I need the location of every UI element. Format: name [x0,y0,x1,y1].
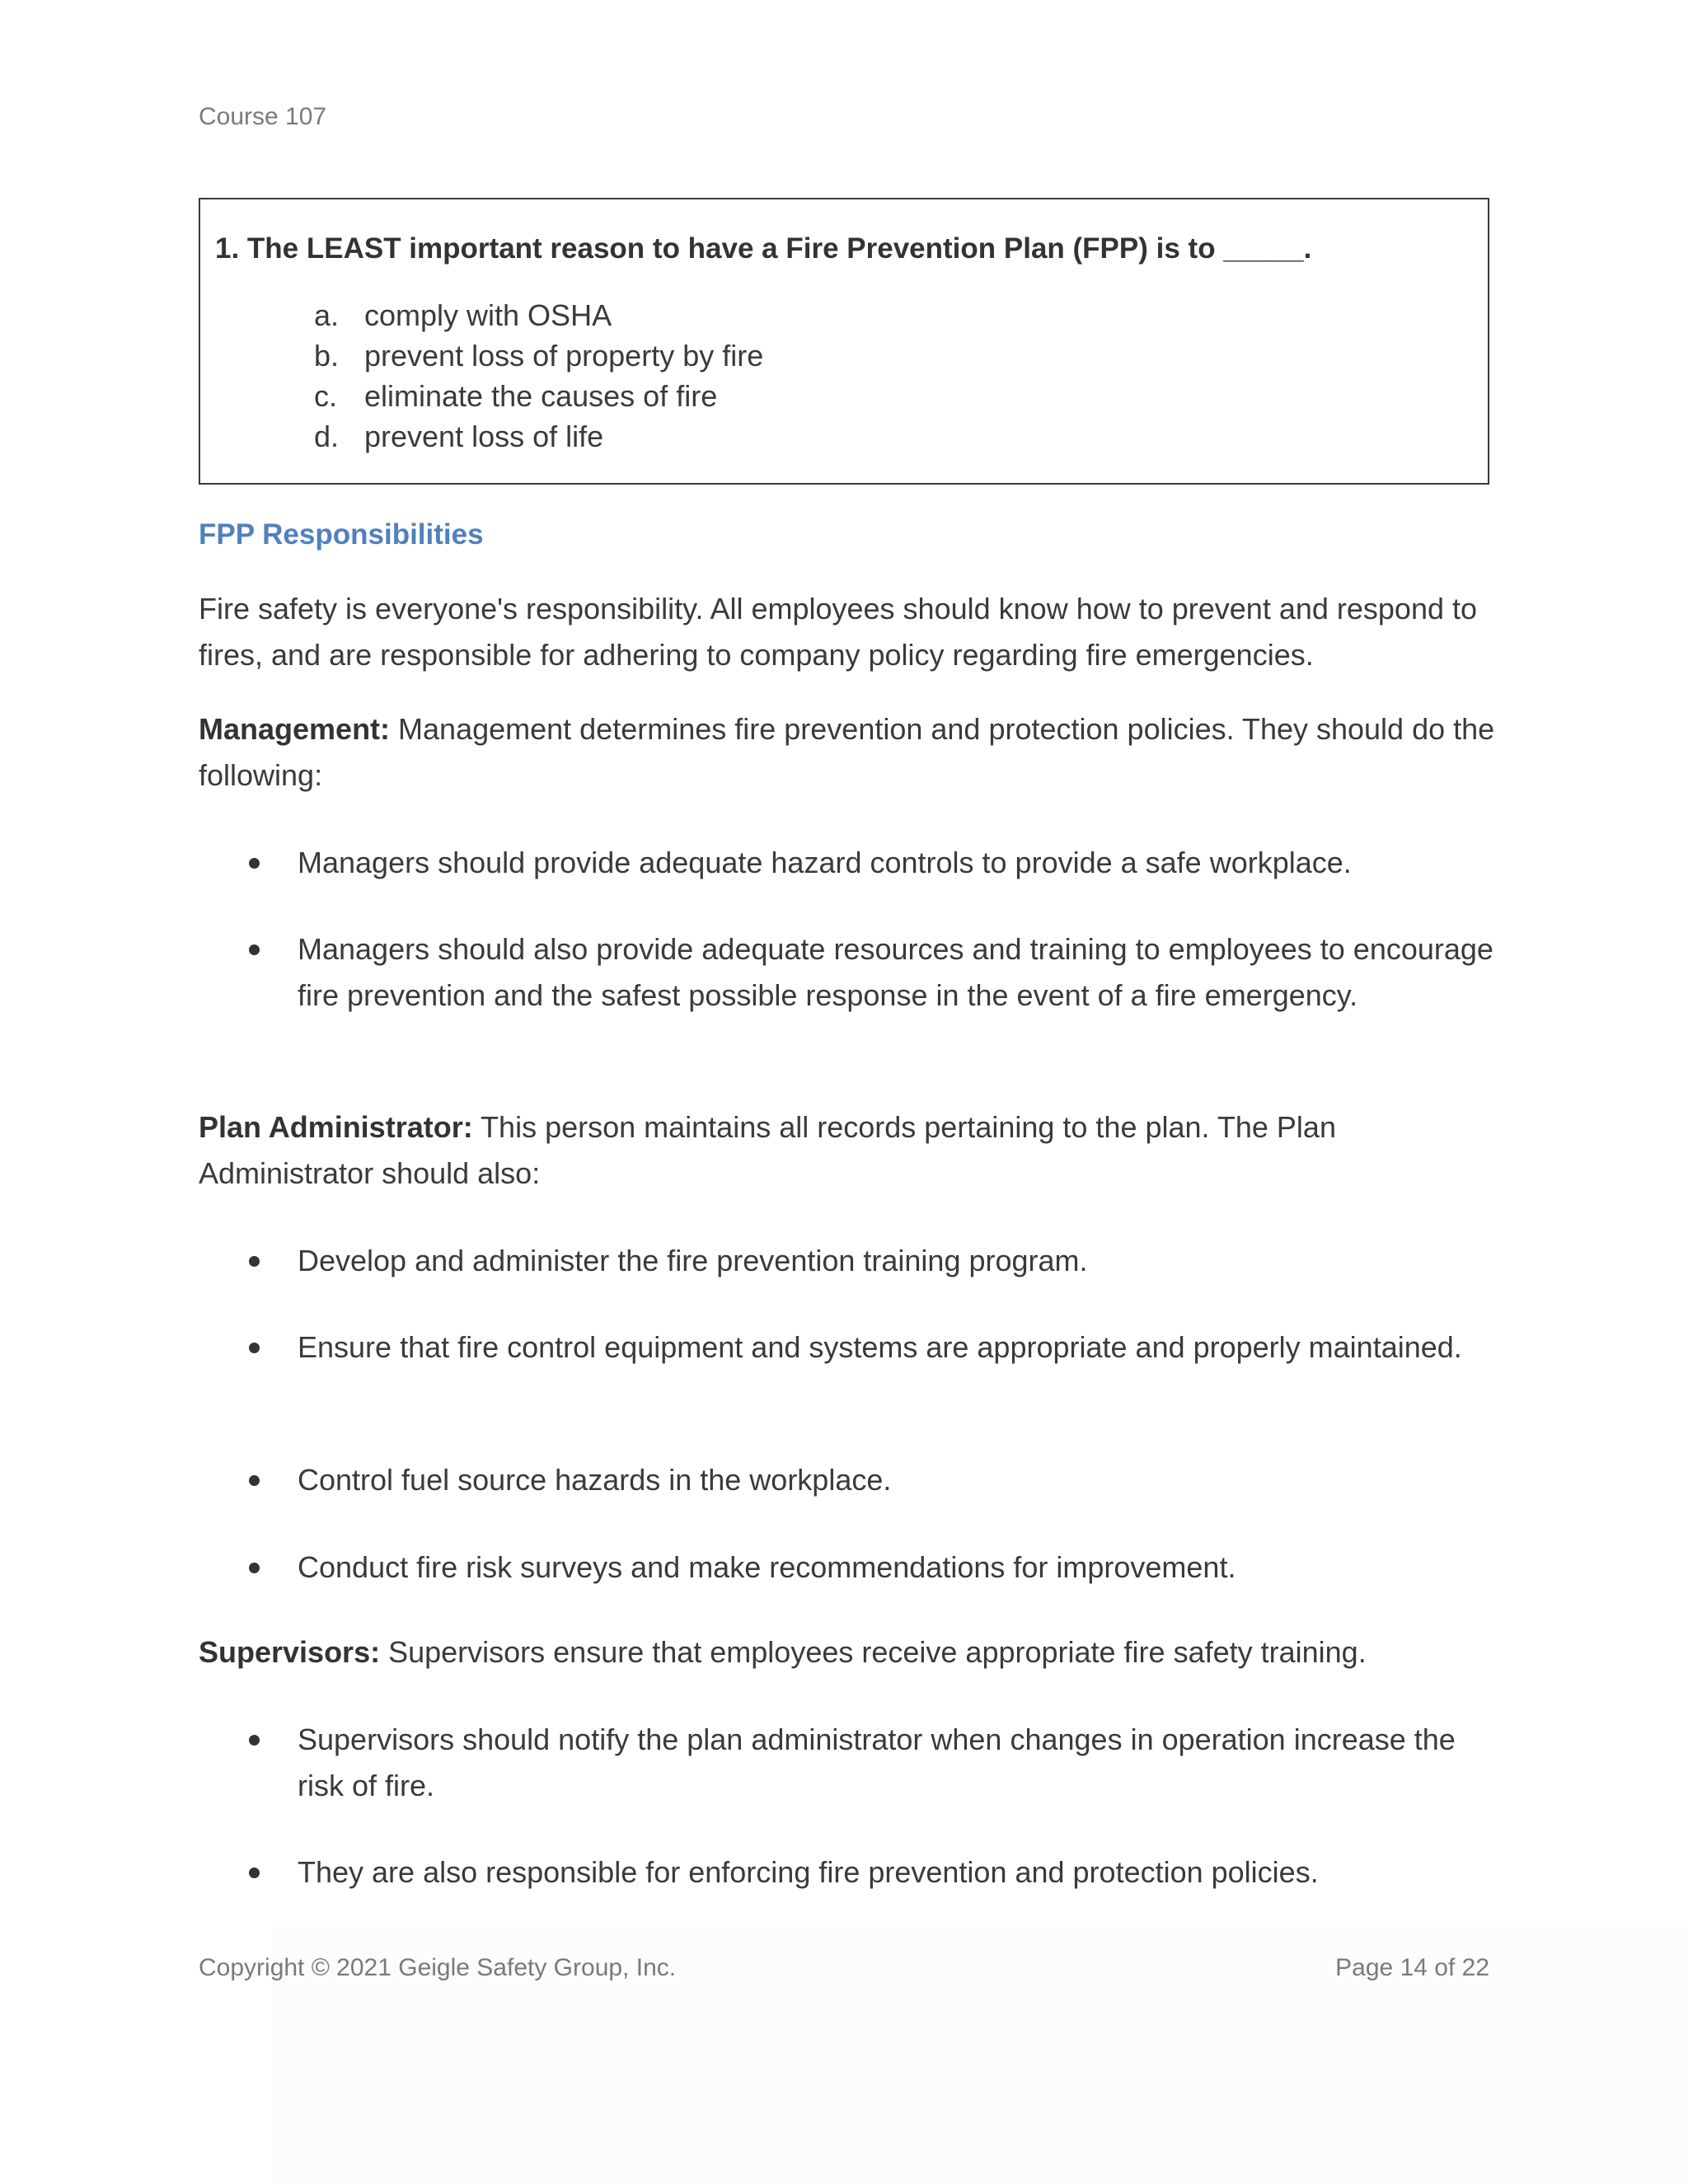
quiz-question-text: 1. The LEAST important reason to have a Fire Prevention Plan (FPP) is to _____. [215,232,1312,265]
quiz-question-box [199,198,1489,485]
supervisors-text: Supervisors ensure that employees receive appropriate fire safety training. [380,1635,1367,1669]
bullet-text: They are also responsible for enforcing fire prevention and protection policies. [298,1855,1319,1889]
bullet-text: Ensure that fire control equipment and systems are appropriate and properly maintained. [298,1330,1462,1364]
bullet-icon [249,1735,260,1746]
option-text: prevent loss of property by fire [364,339,764,373]
management-text: Management determines fire prevention and protection policies. They should do the following: [199,712,1495,792]
bullet-text: Control fuel source hazards in the workplace. [298,1463,892,1497]
supervisors-paragraph [199,1629,1501,1675]
management-label: Management: [199,712,391,746]
intro-paragraph: Fire safety is everyone's responsibility. All employees should know how to prevent and respond to fires, and are responsible for adhering to company policy regarding fire emergencies. [199,592,1478,672]
plan-admin-paragraph [199,1104,1501,1197]
bullet-text: Managers should also provide adequate resources and training to employees to encourage fire prevention and the safest possible response in the event of a fire emergency. [298,932,1493,1012]
option-letter: d. [314,419,340,453]
bullet-text: Develop and administer the fire prevention training program. [298,1244,1088,1277]
bullet-icon [249,858,260,869]
bullet-text: Supervisors should notify the plan administrator when changes in operation increase the risk of fire. [298,1722,1456,1802]
plan-admin-label: Plan Administrator: [199,1110,473,1144]
bullet-icon [249,1343,260,1353]
bullet-icon [249,1563,260,1573]
bullet-icon [249,944,260,955]
option-letter: a. [314,298,340,332]
option-letter: c. [314,379,338,413]
section-heading: FPP Responsibilities [199,518,484,551]
bullet-icon [249,1868,260,1878]
bullet-text: Managers should provide adequate hazard controls to provide a safe workplace. [298,846,1352,879]
bullet-icon [249,1475,260,1486]
management-paragraph [199,706,1501,799]
option-text: prevent loss of life [364,419,604,453]
bullet-text: Conduct fire risk surveys and make recommendations for improvement. [298,1550,1236,1584]
plan-admin-text: This person maintains all records pertaining to the plan. The Plan Administrator should also: [199,1110,1336,1190]
bullet-icon [249,1256,260,1267]
option-text: comply with OSHA [364,298,612,332]
option-letter: b. [314,339,340,373]
option-text: eliminate the causes of fire [364,379,718,413]
footer-copyright: Copyright © 2021 Geigle Safety Group, Inc. [199,1954,677,1981]
course-header: Course 107 [199,103,327,130]
supervisors-label: Supervisors: [199,1635,381,1669]
footer-page-number: Page 14 of 22 [1335,1954,1489,1981]
